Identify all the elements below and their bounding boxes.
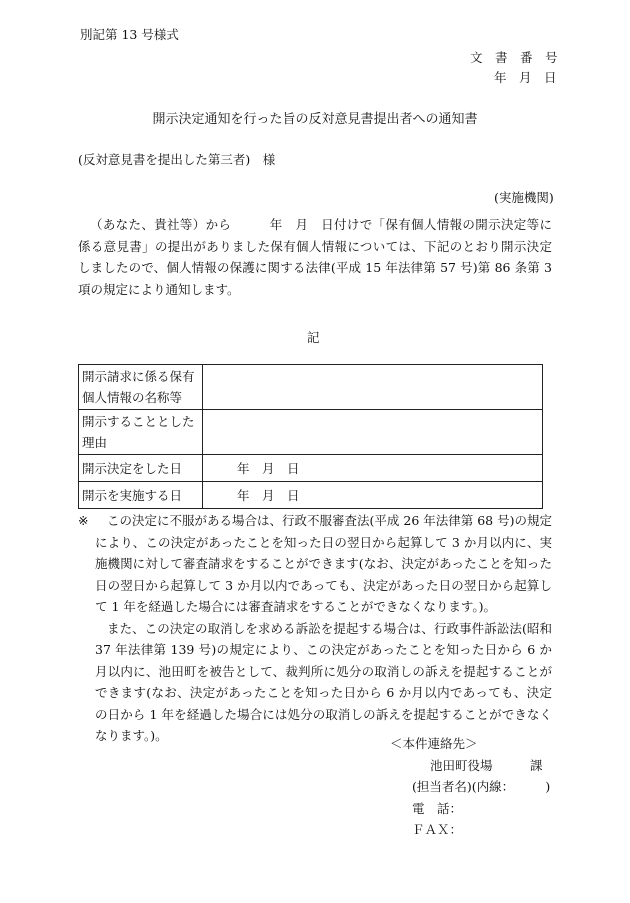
contact-office: 池田町役場 課 [430,758,543,773]
note-mark: ※ [78,513,89,528]
body-paragraph: （あなた、貴社等）から 年 月 日付けで「保有個人情報の開示決定等に係る意見書」の提出がありました保有個人情報については、下記のとおり開示決定しましたので、個人情報の保護に関する法律(平成 15 年法律第 57 号)第 86 条第 3 項の規定により通知します。 [78,217,552,297]
notice-section [78,510,552,747]
table-row [79,365,543,410]
document-title: 開示決定通知を行った旨の反対意見書提出者への通知書 [152,112,478,127]
table-row [79,455,543,482]
contact-fax: ＦＡＸ： [412,822,463,837]
info-table [78,364,543,509]
issuer: (実施機関) [494,190,554,205]
table-row [79,482,543,509]
table-value-decision-date: 年 月 日 [203,455,543,482]
date-label: 年 月 日 [494,70,557,85]
table-row [79,410,543,455]
notice-paragraph-appeal: この決定に不服がある場合は、行政不服審査法(平成 26 年法律第 68 号)の規定により、この決定があったことを知った日の翌日から起算して 3 か月以内に、実施機関に対して審査請求をすることができます(なお、決定があったことを知った日の翌日から起算して 3 か月以内であっても、決定があった日の翌日から起算して 1 年を経過した場合には審査請求をすることができなくなります。)。 [95,513,552,614]
contact-person: (担当者名)(内線： ) [412,779,551,794]
table-value-reason [203,410,543,455]
contact-phone: 電 話： [412,801,463,816]
notice-paragraph-lawsuit: また、この決定の取消しを求める訴訟を提起する場合は、行政事件訴訟法(昭和 37 年法律第 139 号)の規定により、この決定があったことを知った日から 6 か月以内に、池田町を被告として、裁判所に処分の取消しの訴えを提起することができます(なお、決定があったことを知った日から 6 か月以内であっても、決定の日から 1 年を経過した場合には処分の取消しの訴えを提起することができなくなります。)。 [95,620,552,743]
table-label-document-name: 開示請求に係る保有個人情報の名称等 [79,365,203,410]
table-label-disclosure-date: 開示を実施する日 [79,482,203,509]
table-label-decision-date: 開示決定をした日 [79,455,203,482]
table-value-disclosure-date: 年 月 日 [203,482,543,509]
contact-heading: ＜本件連絡先＞ [390,736,478,751]
document-number-label: 文 書 番 号 [470,50,558,65]
addressee: (反対意見書を提出した第三者) 様 [78,152,276,167]
ki-heading: 記 [307,330,320,345]
form-id: 別記第 13 号様式 [80,27,179,42]
table-value-document-name [203,365,543,410]
table-label-reason: 開示することとした理由 [79,410,203,455]
